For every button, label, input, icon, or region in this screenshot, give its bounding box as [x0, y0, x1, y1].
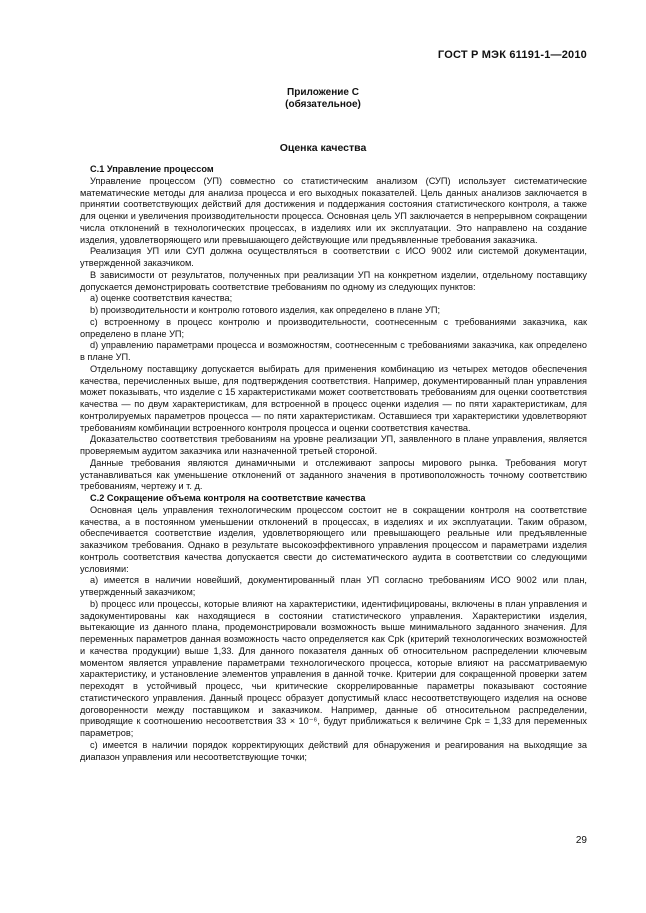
list-item: a) оценке соответствия качества;	[90, 293, 233, 304]
paragraph: Реализация УП или СУП должна осуществляться в соответствии с ИСО 9002 или системой документации, утвержденной заказчиком.	[80, 246, 587, 268]
annex-heading: Оценка качества	[279, 142, 367, 154]
section-heading: С.2 Сокращение объема контроля на соответствие качества	[90, 493, 366, 503]
annex-title: Приложение С	[287, 87, 359, 98]
document-header: ГОСТ Р МЭК 61191-1—2010	[437, 49, 587, 61]
list-item: a) имеется в наличии новейший, документированный план УП согласно требованиям ИСО 9002 или план, утвержденный заказчиком;	[80, 575, 587, 597]
document-body	[80, 164, 587, 763]
annex-status: (обязательное)	[285, 99, 361, 110]
paragraph: Данные требования являются динамичными и отслеживают запросы мирового рынка. Требования могут устанавливаться как уменьшение отклонений от заданного значения в противоположность точному соответствию требованиям, чертежу и т. д.	[80, 457, 587, 492]
paragraph: Управление процессом (УП) совместно со статистическим анализом (СУП) использует систематические математические методы для анализа процесса и его выходных показателей. Цель данных анализов заключается в принятии соответствующих действий для достижения и поддержания состояния статистического контроля, а также для оценки и увеличения производительности процесса. Основная цель УП заключается в непрерывном сокращении числа отклонений в технологических процессах, в изделиях или их эксплуатации. Это направлено на создание изделия, удовлетворяющего или превышающего действующие или предъявленные требования заказчика.	[80, 175, 587, 245]
section-heading: С.1 Управление процессом	[90, 164, 214, 174]
list-item: b) процесс или процессы, которые влияют на характеристики, идентифицированы, включены в план управления и задокументированы как находящиеся в состоянии статистического управления. Характеристики изделия, вытекающие из данного плана, продемонстрировали возможность выше минимального заданного значения. Для переменных параметров данная возможность часто определяется как Cpk (критерий технологических возможностей и качества продукции) выше 1,33. Для данного показателя данных об относительном распределении ключевым моментом является управление параметрами технологического процесса, которые влияют на рассматриваемую характеристику, и установление элементов управления в данной точке. Критерии для сокращенной проверки затем переходят в устойчивый процесс, чьи критические скоррелированные параметры показывают состояние статистического управления. Данный процесс образует допустимый класс несоответствующего изделия на основе договоренности между поставщиком и заказчиком. Например, данные об относительном распределении, приводящие к соотношению несоответствия 33 × 10⁻⁶, будут приближаться к величине Cpk = 1,33 для переменных параметров;	[80, 598, 587, 738]
page-number: 29	[575, 835, 587, 846]
list-item: c) встроенному в процесс контролю и производительности, соотнесенным с требованиями заказчика, как определено в плане УП;	[80, 316, 587, 339]
list-item: b) производительности и контролю готового изделия, как определено в плане УП;	[90, 305, 441, 315]
paragraph: Отдельному поставщику допускается выбирать для применения комбинацию из четырех методов обеспечения качества, перечисленных выше, для подтверждения соответствия. Например, документированный план управления может показывать, что изделие с 15 характеристиками может соответствовать требованиям для оценки соответствия качества — по двум характеристикам, для встроенной в процесс оценки изделия — по пяти характеристикам, для контролируемых параметров процесса — по пяти характеристикам. Оставшиеся три характеристики удовлетворяют требованиям комбинации встроенного контроля процесса и оценки соответствия качества.	[80, 363, 587, 433]
paragraph: Доказательство соответствия требованиям на уровне реализации УП, заявленного в плане управления, является проверяемым аудитом заказчика или назначенной третьей стороной.	[80, 434, 587, 456]
list-item: c) имеется в наличии порядок корректирующих действий для обнаружения и реагирования на выходящие за диапазон управления или несоответствующие точки;	[80, 739, 587, 762]
paragraph: Основная цель управления технологическим процессом состоит не в сокращении контроля на соответствие качества, а в постоянном уменьшении отклонений в процессах, в изделиях и их эксплуатации. Таким образом, обеспечивается соответствие изделия, удовлетворяющего или превышающего реальные или предъявленные заказчиком требования. Однако в результате высокоэффективного управления процессом и параметрами изделия контроль соответствия качества допускается свести до систематического аудита в соответствии со следующими условиями:	[80, 504, 587, 574]
paragraph: В зависимости от результатов, полученных при реализации УП на конкретном изделии, отдельному поставщику допускается демонстрировать соответствие требованиям по одному из следующих пунктов:	[80, 269, 587, 292]
list-item: d) управлению параметрами процесса и возможностям, соотнесенным с требованиями заказчика, как определено в плане УП.	[80, 340, 587, 362]
